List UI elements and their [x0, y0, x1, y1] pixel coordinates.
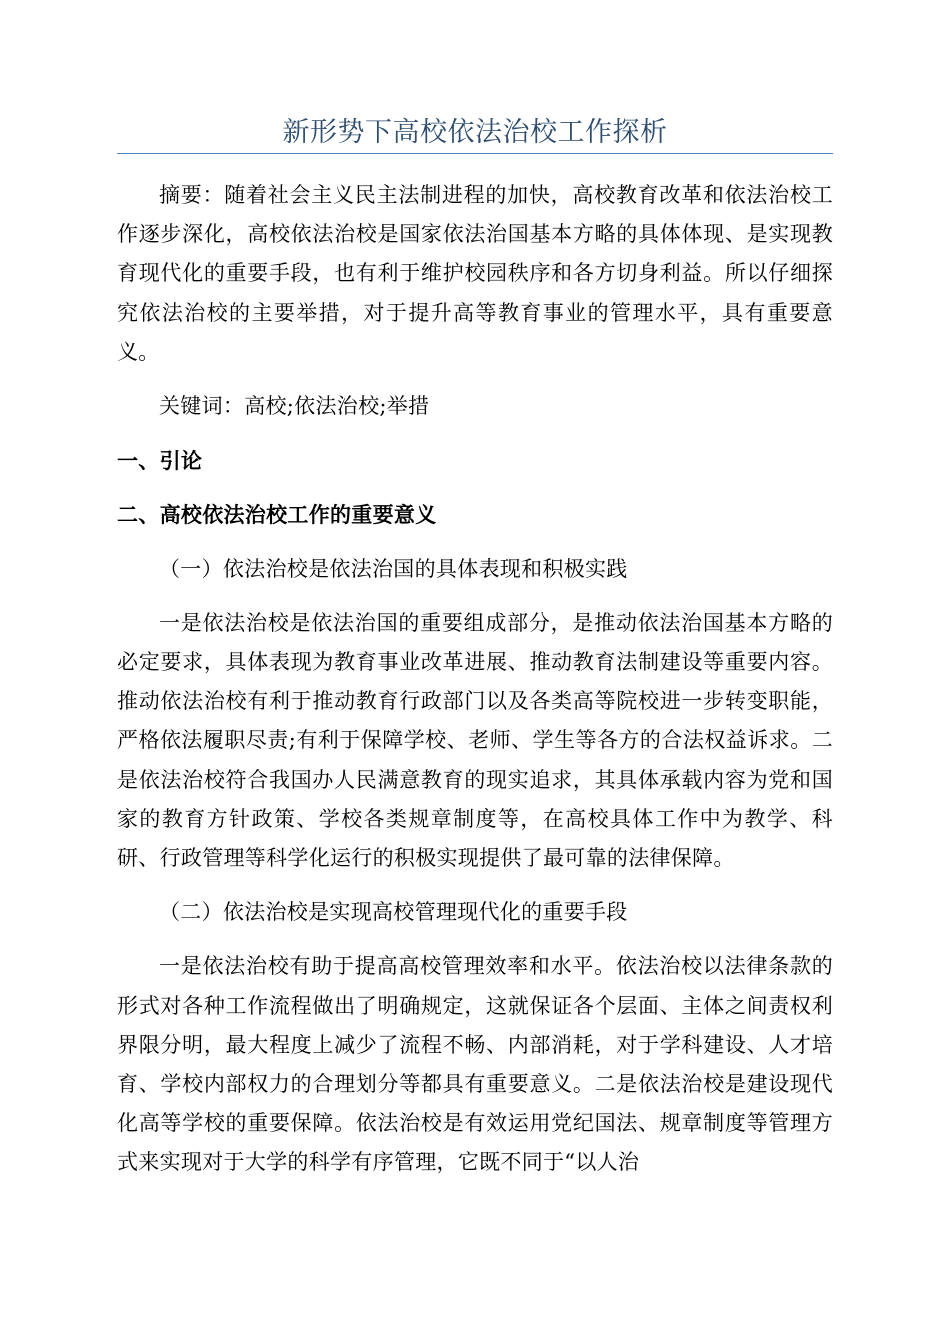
subsection-heading-2: （二）依法治校是实现高校管理现代化的重要手段	[159, 900, 628, 925]
document-body	[117, 176, 833, 1183]
title-underline	[117, 153, 833, 154]
section-heading-introduction: 一、引论	[117, 448, 203, 474]
subsection-paragraph-1: 一是依法治校是依法治国的重要组成部分，是推动依法治国基本方略的必定要求，具体表现为教育事业改革进展、推动教育法制建设等重要内容。推动依法治校有利于推动教育行政部门以及各类高等院校进一步转变职能，严格依法履职尽责;有利于保障学校、老师、学生等各方的合法权益诉求。二是依法治校符合我国办人民满意教育的现实追求，其具体承载内容为党和国家的教育方针政策、学校各类规章制度等，在高校具体工作中为教学、科研、行政管理等科学化运行的积极实现提供了最可靠的法律保障。	[117, 610, 833, 871]
section-heading-significance: 二、高校依法治校工作的重要意义	[117, 502, 437, 528]
subsection-heading-1: （一）依法治校是依法治国的具体表现和积极实践	[159, 556, 628, 581]
keywords-line: 关键词：高校;依法治校;举措	[159, 394, 430, 419]
abstract-paragraph: 摘要：随着社会主义民主法制进程的加快，高校教育改革和依法治校工作逐步深化，高校依法治校是国家依法治国基本方略的具体体现、是实现教育现代化的重要手段，也有利于维护校园秩序和各方切身利益。所以仔细探究依法治校的主要举措，对于提升高等教育事业的管理水平，具有重要意义。	[117, 183, 833, 364]
document-title: 新形势下高校依法治校工作探析	[282, 117, 668, 148]
subsection-paragraph-2: 一是依法治校有助于提高高校管理效率和水平。依法治校以法律条款的形式对各种工作流程做出了明确规定，这就保证各个层面、主体之间责权利界限分明，最大程度上减少了流程不畅、内部消耗，对于学科建设、人才培育、学校内部权力的合理划分等都具有重要意义。二是依法治校是建设现代化高等学校的重要保障。依法治校是有效运用党纪国法、规章制度等管理方式来实现对于大学的科学有序管理，它既不同于“以人治	[117, 954, 833, 1175]
